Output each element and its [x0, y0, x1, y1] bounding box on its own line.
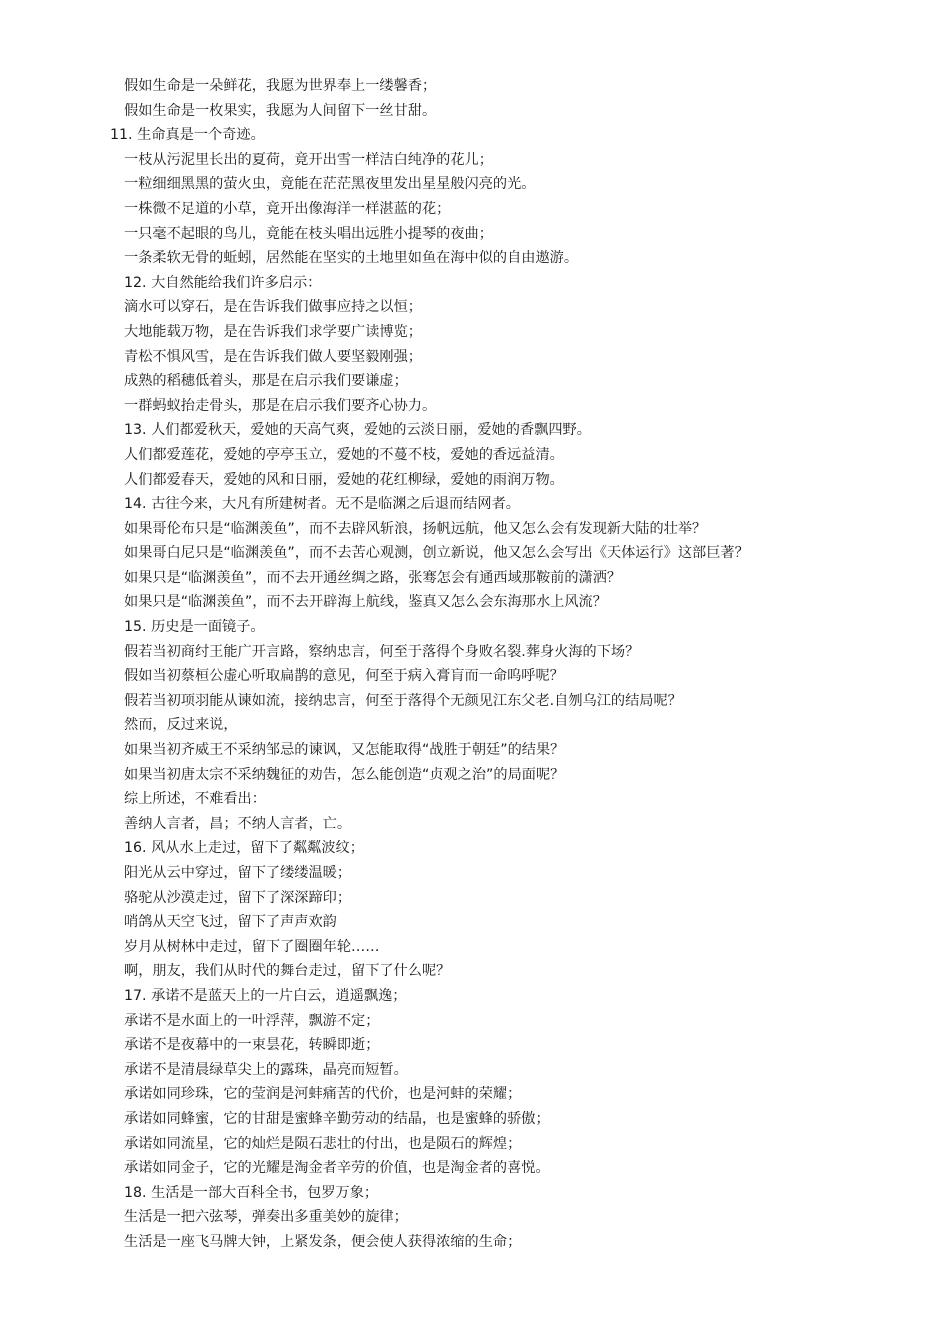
text-line: 15. 历史是一面镜子。: [124, 619, 265, 636]
text-line: 善纳人言者，昌；不纳人言者，亡。: [124, 815, 352, 832]
text-line: 一株微不足道的小草，竟开出像海洋一样湛蓝的花；: [124, 200, 451, 217]
text-line: 成熟的稻穗低着头，那是在启示我们要谦虚；: [124, 373, 408, 390]
text-line: 承诺不是水面上的一叶浮萍，飘游不定；: [124, 1012, 380, 1029]
text-line: 假如生命是一朵鲜花，我愿为世界奉上一缕馨香；: [124, 78, 437, 94]
text-line: 假如生命是一枚果实，我愿为人间留下一丝甘甜。: [124, 102, 437, 119]
text-line: 13. 人们都爱秋天，爱她的天高气爽，爱她的云淡日丽，爱她的香飘四野。: [124, 422, 591, 439]
text-line: 16. 风从水上走过，留下了粼粼波纹；: [124, 840, 364, 857]
text-line: 17. 承诺不是蓝天上的一片白云，逍遥飘逸；: [124, 987, 407, 1004]
text-line: 承诺如同金子，它的光耀是淘金者辛劳的价值，也是淘金者的喜悦。: [124, 1160, 550, 1177]
text-line: 11. 生命真是一个奇迹。: [110, 127, 265, 144]
text-line: 如果哥伦布只是“临渊羡鱼”，而不去辟风斩浪，扬帆远航，他又怎么会有发现新大陆的壮举？: [124, 520, 707, 537]
text-line: 人们都爱莲花，爱她的亭亭玉立，爱她的不蔓不枝，爱她的香远益清。: [124, 446, 564, 463]
text-line: 承诺如同流星，它的灿烂是陨石悲壮的付出，也是陨石的辉煌；: [124, 1135, 522, 1152]
text-line: 如果哥白尼只是“临渊羡鱼”，而不去苦心观测，创立新说，他又怎么会写出《天体运行》这部巨著？: [124, 545, 749, 562]
text-line: 滴水可以穿石，是在告诉我们做事应持之以恒；: [124, 299, 422, 316]
text-line: 一粒细细黑黑的萤火虫，竟能在茫茫黑夜里发出星星般闪亮的光。: [124, 176, 536, 193]
text-line: 承诺如同珍珠，它的莹润是河蚌痛苦的代价，也是河蚌的荣耀；: [124, 1086, 522, 1103]
text-line: 啊，朋友，我们从时代的舞台走过，留下了什么呢？: [124, 963, 451, 980]
text-line: 然而，反过来说，: [124, 717, 238, 734]
text-line: 人们都爱春天，爱她的风和日丽，爱她的花红柳绿，爱她的雨润万物。: [124, 471, 564, 488]
text-line: 骆驼从沙漠走过，留下了深深蹄印；: [124, 889, 352, 906]
text-line: 综上所述，不难看出：: [124, 791, 266, 808]
text-line: 如果只是“临渊羡鱼”，而不去开辟海上航线，鉴真又怎么会东海那水上风流？: [124, 594, 607, 611]
text-line: 生活是一座飞马牌大钟，上紧发条，便会使人获得浓缩的生命；: [124, 1233, 522, 1250]
text-line: 假若当初项羽能从谏如流，接纳忠言，何至于落得个无颜见江东父老.自刎乌江的结局呢？: [124, 692, 682, 709]
text-line: 生活是一把六弦琴，弹奏出多重美妙的旋律；: [124, 1209, 408, 1226]
text-line: 大地能载万物，是在告诉我们求学要广读博览；: [124, 323, 422, 340]
document-body: [104, 74, 924, 1255]
text-line: 岁月从树林中走过，留下了圈圈年轮……: [124, 938, 380, 955]
text-line: 阳光从云中穿过，留下了缕缕温暖；: [124, 865, 352, 881]
text-line: 一只毫不起眼的鸟儿，竟能在枝头唱出远胜小提琴的夜曲；: [124, 225, 493, 242]
text-line: 14. 古往今来，大凡有所建树者。无不是临渊之后退而结网者。: [124, 496, 520, 513]
text-line: 如果当初唐太宗不采纳魏征的劝告，怎么能创造“贞观之治”的局面呢？: [124, 766, 565, 783]
text-line: 承诺如同蜂蜜，它的甘甜是蜜蜂辛勤劳动的结晶，也是蜜蜂的骄傲；: [124, 1110, 550, 1127]
text-line: 一枝从污泥里长出的夏荷，竟开出雪一样洁白纯净的花儿；: [124, 151, 493, 168]
text-line: 如果当初齐威王不采纳邹忌的谏讽，又怎能取得“战胜于朝廷”的结果？: [124, 742, 565, 759]
text-line: 假若当初商纣王能广开言路，察纳忠言，何至于落得个身败名裂.葬身火海的下场？: [124, 643, 640, 660]
text-line: 如果只是“临渊羡鱼”，而不去开通丝绸之路，张骞怎会有通西域那鞍前的潇洒？: [124, 569, 622, 586]
text-line: 承诺不是清晨绿草尖上的露珠，晶亮而短暂。: [124, 1061, 408, 1078]
text-line: 哨鸽从天空飞过，留下了声声欢韵: [124, 914, 337, 931]
text-line: 假如当初蔡桓公虚心听取扁鹊的意见，何至于病入膏肓而一命呜呼呢？: [124, 668, 564, 685]
text-line: 12. 大自然能给我们许多启示：: [124, 274, 322, 291]
text-line: 18. 生活是一部大百科全书，包罗万象；: [124, 1184, 379, 1201]
text-line: 承诺不是夜幕中的一束昙花，转瞬即逝；: [124, 1037, 380, 1054]
text-line: 一群蚂蚁抬走骨头，那是在启示我们要齐心协力。: [124, 397, 437, 414]
text-line: 一条柔软无骨的蚯蚓，居然能在坚实的土地里如鱼在海中似的自由遨游。: [124, 250, 579, 267]
text-line: 青松不惧风雪，是在告诉我们做人要坚毅刚强；: [124, 348, 422, 365]
